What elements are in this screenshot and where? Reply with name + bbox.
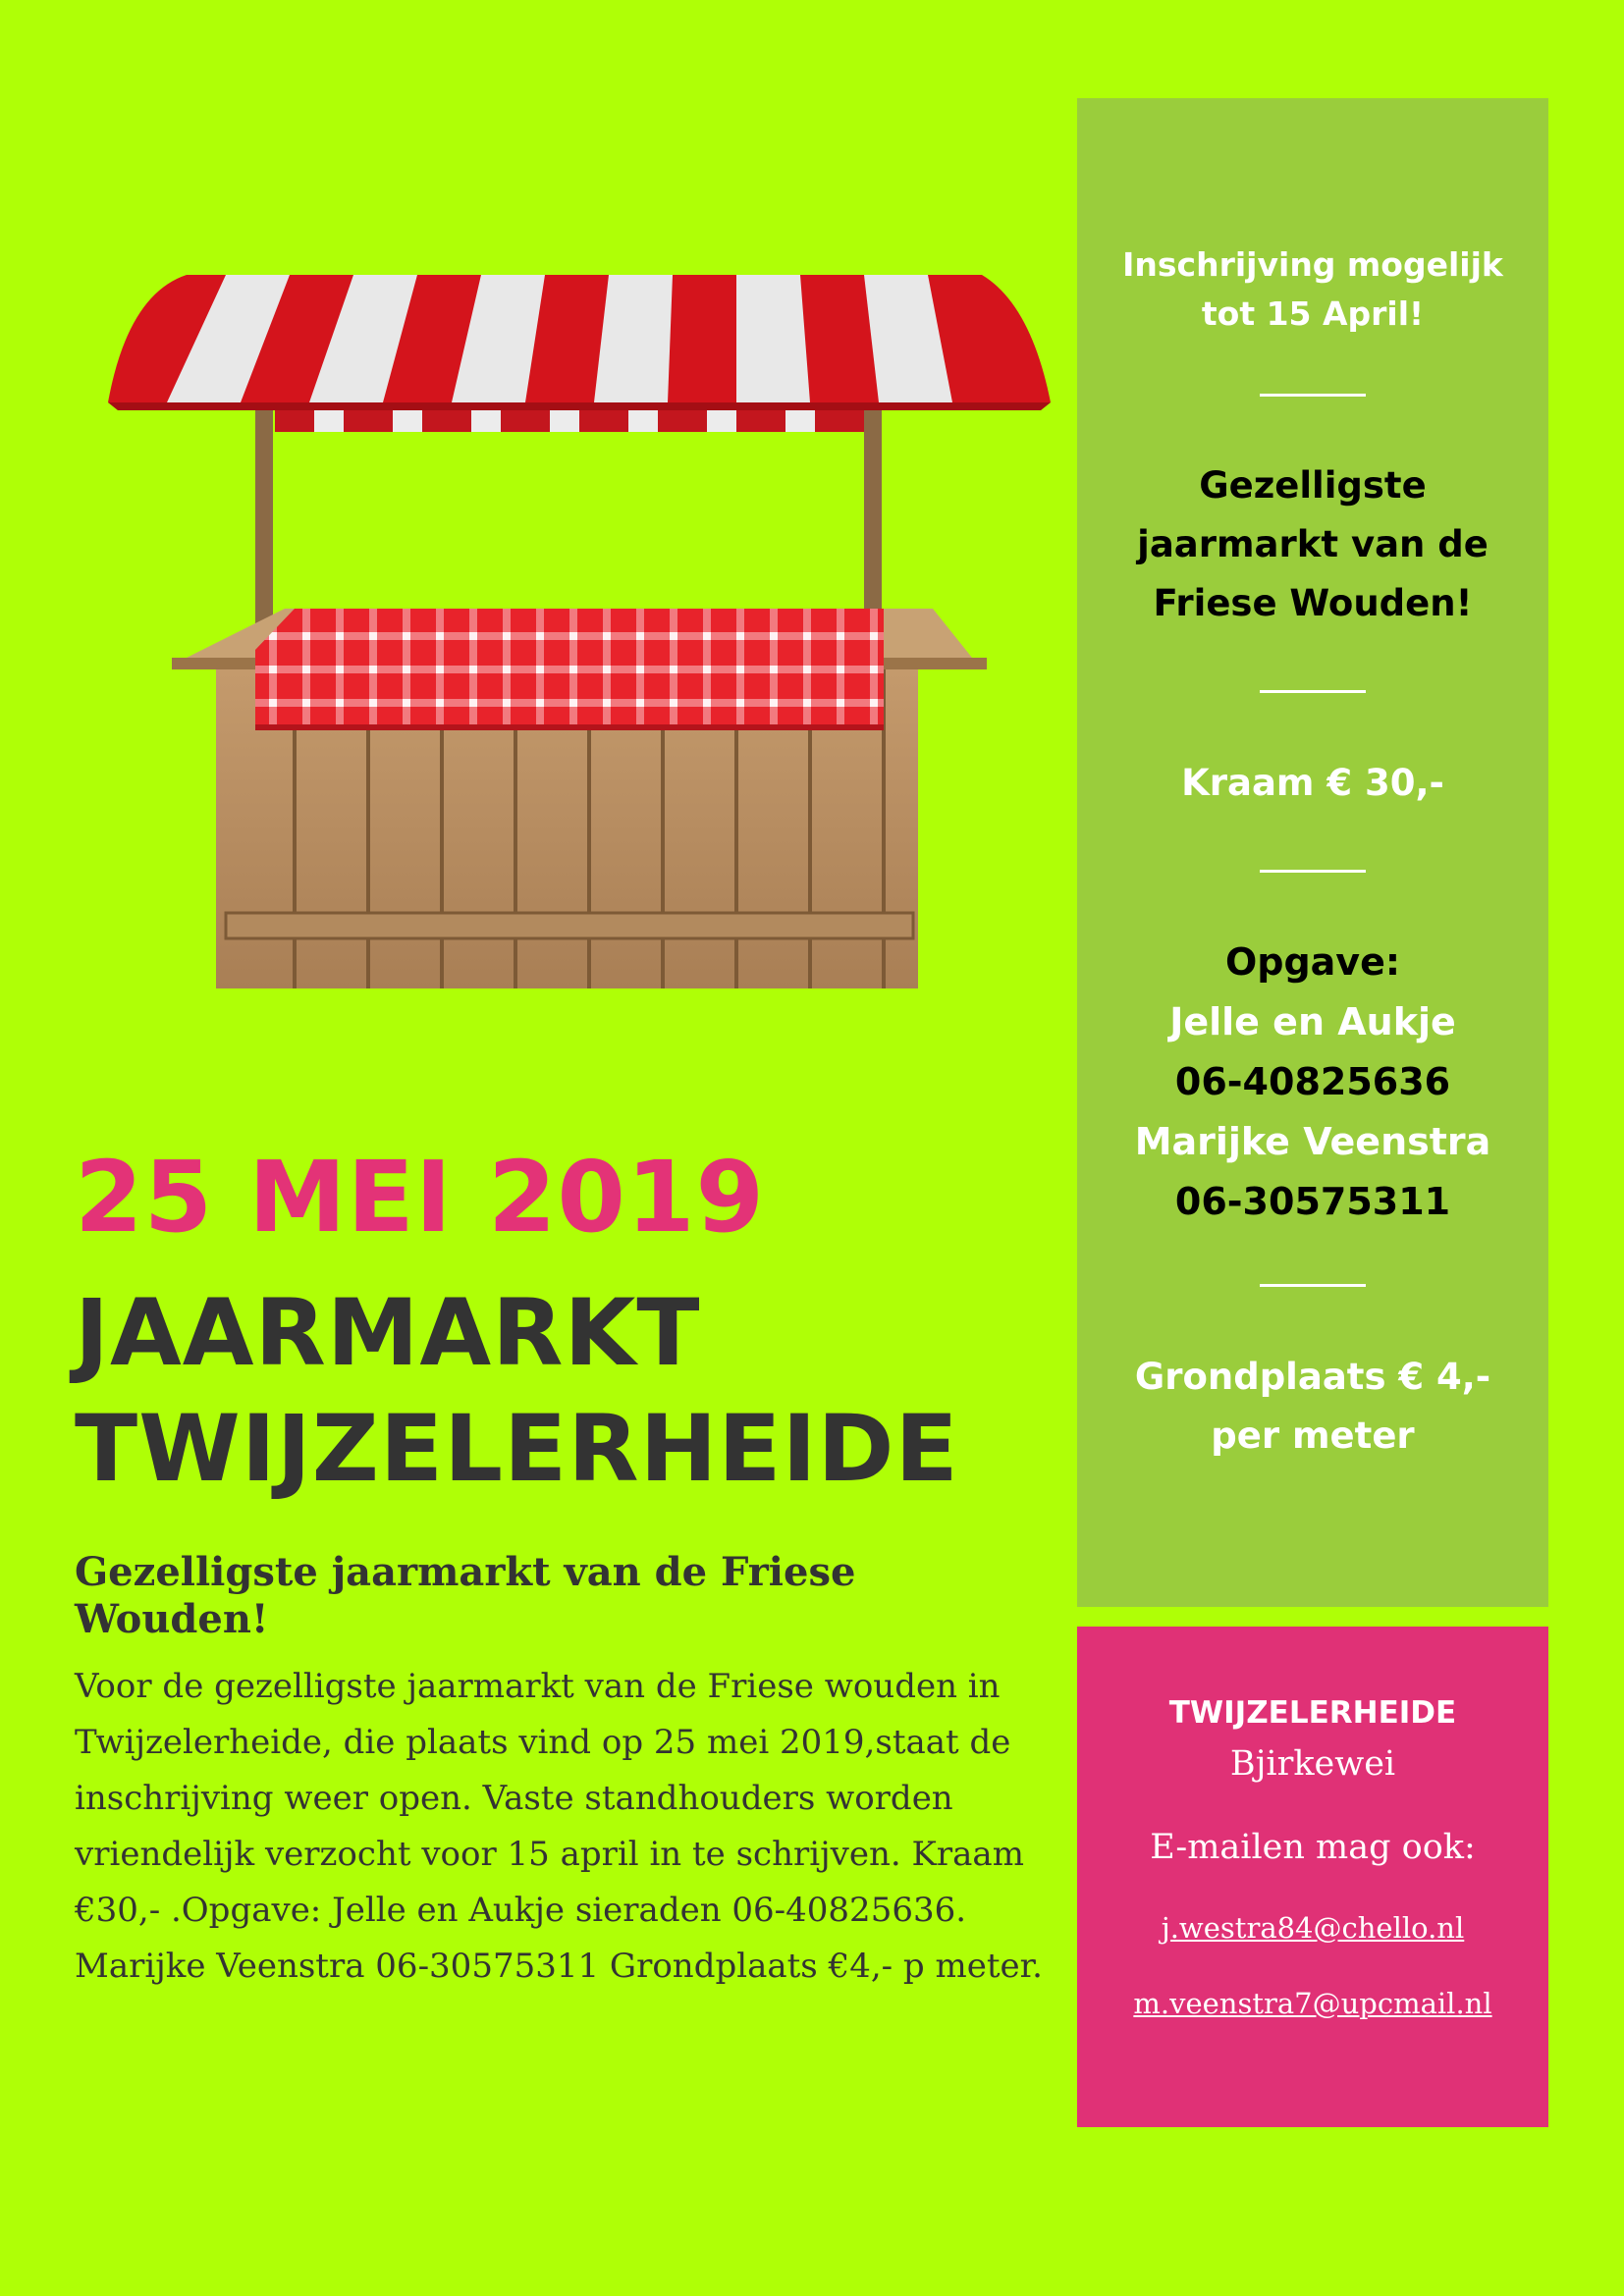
email-link-2[interactable]: m.veenstra7@upcmail.nl [1133,1987,1492,2020]
registration-line-1: Inschrijving mogelijk [1122,245,1503,284]
registration-notice [1077,240,1548,339]
contact-street: Bjirkewei [1229,1744,1396,1784]
ground-price [1077,1348,1548,1466]
intro-subtitle: Gezelligste jaarmarkt van de Friese Wouden! [75,1549,856,1642]
info-panel [1077,98,1548,1607]
contact-panel [1077,1627,1548,2127]
slogan-line-2: jaarmarkt van de [1137,523,1489,565]
slogan-line-1: Gezelligste [1199,464,1427,507]
divider [1260,690,1366,693]
ground-price-line-2: per meter [1211,1415,1415,1457]
contact-place: TWIJZELERHEIDE [1168,1695,1457,1731]
event-date: 25 MEI 2019 [75,1140,766,1255]
ground-price-line-1: Grondplaats € 4,- [1134,1356,1491,1398]
event-title [75,1276,959,1508]
contact-2-phone: 06-30575311 [1174,1180,1451,1223]
event-title-line-1: JAARMARKT [75,1280,701,1387]
event-title-line-2: TWIJZELERHEIDE [75,1396,959,1503]
stall-price: Kraam € 30,- [1181,762,1444,804]
signup-contacts [1077,933,1548,1232]
intro-body: Voor de gezelligste jaarmarkt van de Friese wouden in Twijzelerheide, die plaats vind op 25 mei 2019,staat de inschrijving weer open. Vaste standhouders worden vriendelijk verzocht voor 15 april in te schrijven. Kraam €30,- .Opgave: Jelle en Aukje sieraden 06-40825636. Marijke Veenstra 06-30575311 Grondplaats €4,- p meter. [75,1667,1043,1986]
divider [1260,394,1366,397]
email-link-1[interactable]: j.westra84@chello.nl [1161,1911,1465,1945]
contact-1-phone: 06-40825636 [1174,1060,1451,1103]
email-label: E-mailen mag ook: [1150,1828,1476,1867]
divider [1260,870,1366,873]
contact-2-name: Marijke Veenstra [1134,1120,1491,1163]
slogan [1077,456,1548,633]
divider [1260,1284,1366,1287]
market-stall-illustration [69,265,1060,1011]
slogan-line-3: Friese Wouden! [1153,582,1473,624]
contact-1-name: Jelle en Aukje [1169,1000,1456,1043]
registration-line-2: tot 15 April! [1201,294,1425,333]
signup-label: Opgave: [1224,940,1401,984]
